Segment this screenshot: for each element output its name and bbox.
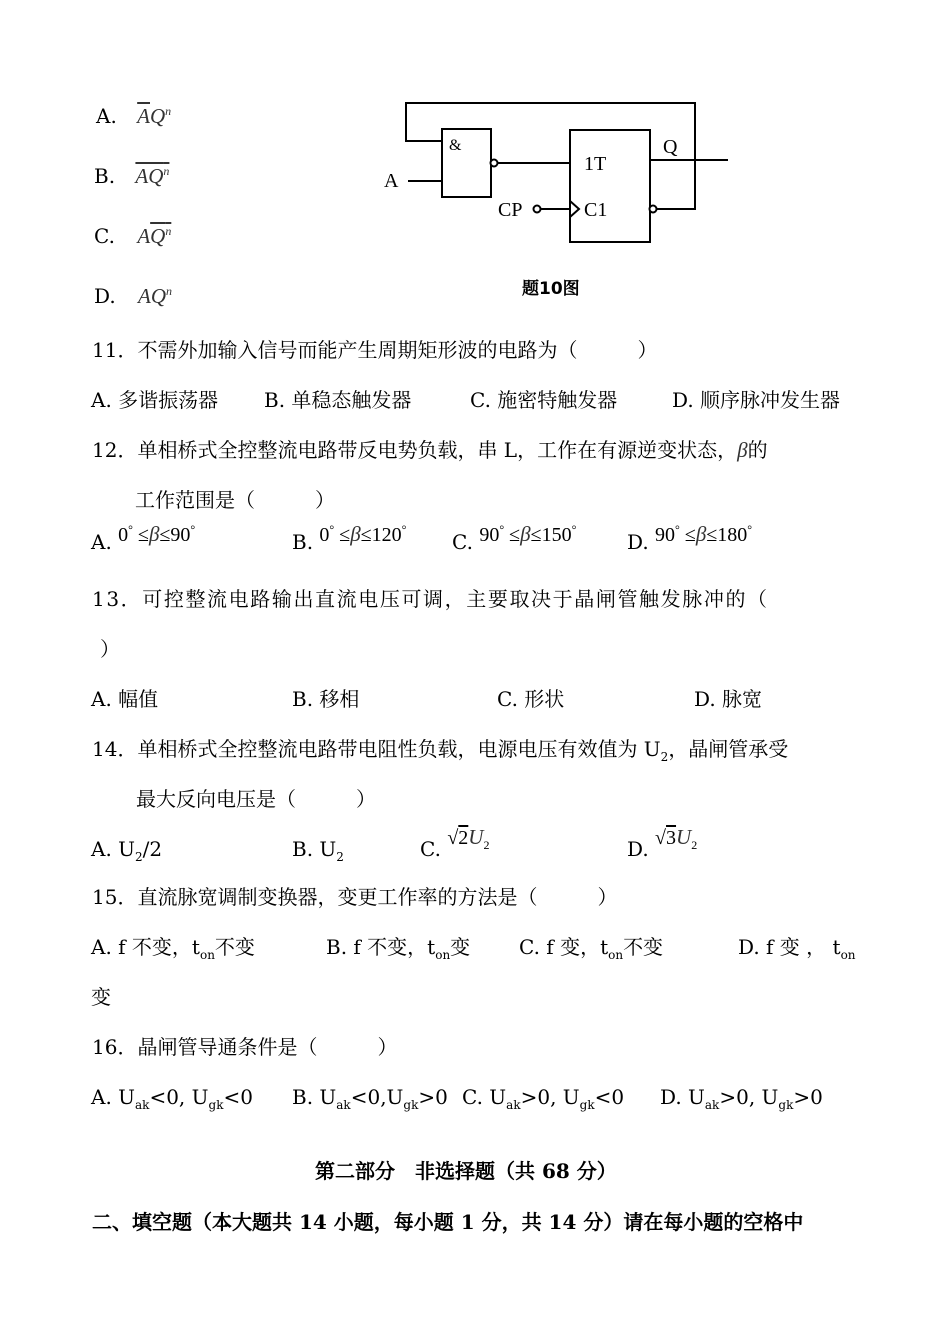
option-label: C.	[94, 224, 115, 248]
q10-option-d[interactable]	[94, 284, 172, 308]
cp-terminal	[534, 206, 541, 213]
q15-option-a[interactable]: A. f 不变，$t_{on}$不变	[91, 935, 255, 962]
q10-option-b[interactable]	[94, 164, 169, 188]
q13-stem-line2: ）	[100, 637, 120, 661]
option-label: B.	[94, 164, 116, 188]
formula: $AQ^n$	[137, 224, 172, 248]
q13-option-c[interactable]: C. 形状	[497, 687, 565, 711]
q15-stem: 15．直流脉宽调制变换器，变更工作率的方法是（ ）	[92, 885, 618, 909]
option-label: A.	[96, 104, 117, 128]
ff-c-label: C1	[584, 199, 608, 221]
clock-edge-symbol	[570, 201, 579, 217]
q13-option-a[interactable]: A. 幅值	[91, 687, 159, 711]
q11-option-b[interactable]: B. 单稳态触发器	[264, 388, 412, 412]
q14-stem-line1: 14．单相桥式全控整流电路带电阻性负载，电源电压有效值为 $U_2$，晶闸管承受	[92, 737, 789, 764]
q14-option-a[interactable]: A. $U_2/2$	[91, 837, 163, 864]
ff-t-label: 1T	[584, 153, 607, 175]
q15-option-d-wrap: 变	[91, 985, 111, 1009]
formula: $AQ^n$	[138, 284, 173, 308]
q16-option-d[interactable]: D. $U_{ak}>0$, $U_{gk}>0$	[660, 1085, 823, 1112]
q12-option-a[interactable]: A. 0° ≤β≤90°	[91, 522, 196, 554]
figure-caption: 题10图	[522, 279, 580, 299]
q13-option-b[interactable]: B. 移相	[292, 687, 360, 711]
q10-circuit-diagram	[380, 95, 740, 255]
q16-option-b[interactable]: B. $U_{ak}<0,U_{gk}>0$	[292, 1085, 448, 1112]
q15-option-b[interactable]: B. f 不变，$t_{on}$变	[326, 935, 471, 962]
q10-option-c[interactable]	[94, 224, 171, 248]
q12-option-b[interactable]: B. 0° ≤β≤120°	[292, 522, 407, 554]
q11-stem: 11．不需外加输入信号而能产生周期矩形波的电路为（ ）	[92, 338, 658, 362]
input-a-label: A	[384, 170, 399, 192]
q13-stem-line1: 13．可控整流电路输出直流电压可调，主要取决于晶闸管触发脉冲的（	[92, 587, 769, 611]
q16-option-c[interactable]: C. $U_{ak}>0$, $U_{gk}<0$	[462, 1085, 625, 1112]
qbar-wire	[657, 172, 695, 209]
q14-option-c[interactable]: C. $√2U_2$	[420, 825, 490, 861]
part2-title: 第二部分 非选择题（共 68 分）	[315, 1159, 617, 1183]
q12-stem-line1: 12．单相桥式全控整流电路带反电势负载，串 L，工作在有源逆变状态，β的	[92, 438, 768, 462]
q12-option-d[interactable]: D. 90° ≤β≤180°	[627, 522, 753, 554]
q11-option-c[interactable]: C. 施密特触发器	[470, 388, 618, 412]
q16-stem: 16．晶闸管导通条件是（ ）	[92, 1035, 398, 1059]
q15-option-c[interactable]: C. f 变，$t_{on}$不变	[519, 935, 664, 962]
q14-stem-line2: 最大反向电压是（ ）	[136, 787, 376, 811]
gate-label: &	[449, 137, 462, 154]
inverter-bubble	[491, 160, 498, 167]
q14-option-b[interactable]: B. $U_2$	[292, 837, 344, 864]
beta-symbol: β	[737, 438, 748, 462]
q13-option-d[interactable]: D. 脉宽	[694, 687, 763, 711]
q10-option-a[interactable]	[96, 104, 171, 128]
option-label: D.	[94, 284, 116, 308]
q11-option-d[interactable]: D. 顺序脉冲发生器	[672, 388, 841, 412]
qbar-bubble	[650, 206, 657, 213]
cp-label: CP	[498, 199, 523, 221]
q12-option-c[interactable]: C. 90° ≤β≤150°	[452, 522, 577, 554]
q11-option-a[interactable]: A. 多谐振荡器	[91, 388, 219, 412]
q16-option-a[interactable]: A. $U_{ak}<0$, $U_{gk}<0$	[91, 1085, 253, 1112]
q12-stem-line2: 工作范围是（ ）	[135, 488, 335, 512]
q14-option-d[interactable]: D. $√3U_2$	[627, 825, 698, 861]
formula: $AQ^n$	[135, 164, 170, 188]
t-flipflop	[570, 130, 650, 242]
formula: $\overline{A}Q^n$	[137, 104, 172, 128]
q15-option-d[interactable]: D. f 变 ， $t_{on}$	[738, 935, 856, 962]
q-label: Q	[663, 136, 678, 158]
section-heading: 二、填空题（本大题共 14 小题，每小题 1 分，共 14 分）请在每小题的空格中	[92, 1210, 804, 1234]
